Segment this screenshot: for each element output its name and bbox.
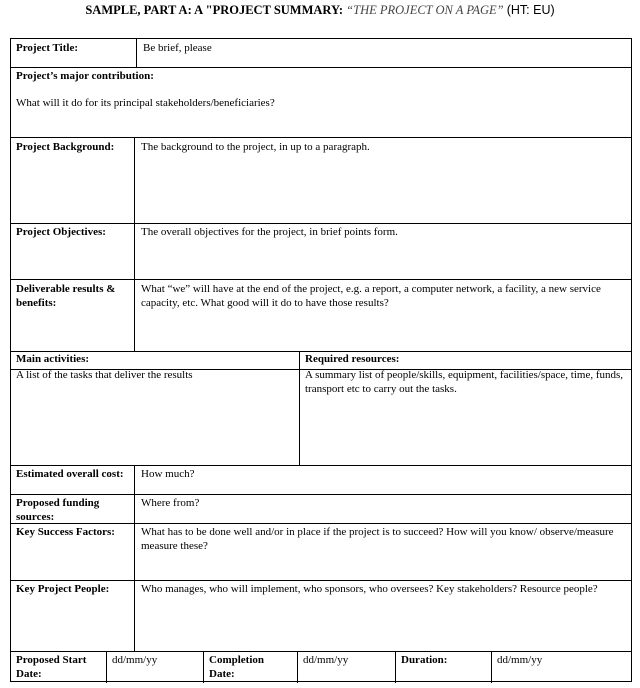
completion-date-field[interactable]: dd/mm/yy xyxy=(303,654,349,666)
major-contribution-label: Project’s major contribution: xyxy=(16,70,154,82)
project-title-label: Project Title: xyxy=(16,42,79,54)
row-divider xyxy=(11,67,631,68)
project-title-field[interactable]: Be brief, please xyxy=(143,42,212,54)
estimated-cost-field[interactable]: How much? xyxy=(141,468,195,480)
row-divider xyxy=(11,279,631,280)
required-resources-label: Required resources: xyxy=(305,353,400,365)
main-activities-label: Main activities: xyxy=(16,353,90,365)
start-date-label: Proposed Start Date: xyxy=(16,654,87,680)
row-divider xyxy=(11,223,631,224)
project-summary-form xyxy=(10,38,632,682)
main-activities-field[interactable]: A list of the tasks that deliver the results xyxy=(16,369,193,381)
row-divider xyxy=(11,580,631,581)
start-date-field[interactable]: dd/mm/yy xyxy=(112,654,158,666)
duration-field[interactable]: dd/mm/yy xyxy=(497,654,543,666)
major-contribution-field[interactable]: What will it do for its principal stakeholders/beneficiaries? xyxy=(16,97,275,109)
completion-date-label: Completion Date: xyxy=(209,654,264,680)
funding-sources-label: Proposed funding sources: xyxy=(16,497,100,523)
success-factors-field[interactable]: What has to be done well and/or in place if the project is to succeed? How will you know/ observe/measure measure these? xyxy=(141,526,614,552)
success-factors-label: Key Success Factors: xyxy=(16,526,115,538)
page-title xyxy=(0,3,640,18)
col-divider xyxy=(134,465,135,651)
row-divider xyxy=(11,494,631,495)
title-sample-part: SAMPLE, PART A: A "PROJECT SUMMARY: xyxy=(85,3,344,17)
required-resources-field[interactable]: A summary list of people/skills, equipment, facilities/space, time, funds, transport etc to carry out the tasks. xyxy=(305,369,624,395)
row-divider xyxy=(11,651,631,652)
objectives-label: Project Objectives: xyxy=(16,226,106,238)
estimated-cost-label: Estimated overall cost: xyxy=(16,468,124,480)
col-divider xyxy=(134,137,135,351)
objectives-field[interactable]: The overall objectives for the project, in brief points form. xyxy=(141,226,398,238)
title-tag: (HT: EU) xyxy=(506,3,555,17)
row-divider xyxy=(11,137,631,138)
background-field[interactable]: The background to the project, in up to a paragraph. xyxy=(141,141,370,153)
duration-label: Duration: xyxy=(401,654,448,666)
funding-sources-field[interactable]: Where from? xyxy=(141,497,200,509)
deliverables-label: Deliverable results & benefits: xyxy=(16,283,116,309)
row-divider xyxy=(11,465,631,466)
deliverables-field[interactable]: What “we” will have at the end of the project, e.g. a report, a computer network, a facility, a new service capacity, etc. What good will it do to have those results? xyxy=(141,283,601,309)
key-people-label: Key Project People: xyxy=(16,583,110,595)
background-label: Project Background: xyxy=(16,141,115,153)
key-people-field[interactable]: Who manages, who will implement, who sponsors, who oversees? Key stakeholders? Resource people? xyxy=(141,583,598,595)
col-divider xyxy=(136,39,137,67)
title-italic: “THE PROJECT ON A PAGE” xyxy=(346,3,504,17)
